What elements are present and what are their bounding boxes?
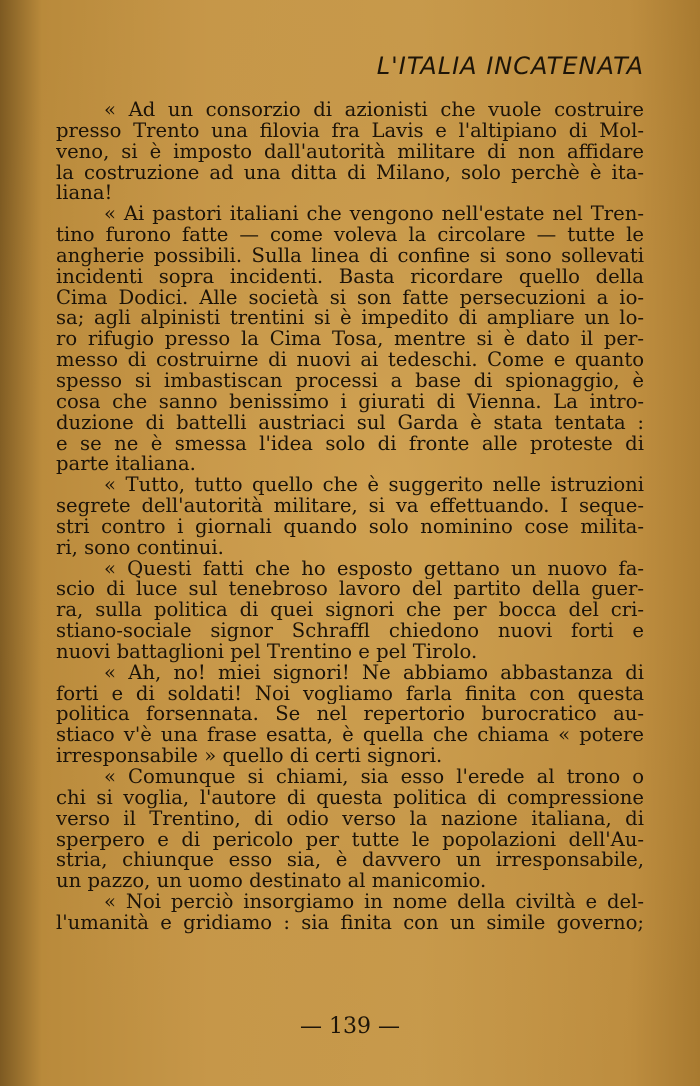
text-line: un pazzo, un uomo destinato al manicomio. xyxy=(56,871,487,893)
text-line: ro rifugio presso la Cima Tosa, mentre si è dato il per- xyxy=(56,329,644,351)
text-line: « Noi perciò insorgiamo in nome della civiltà e del- xyxy=(104,892,644,913)
paragraph xyxy=(56,204,644,475)
text-line: stria, chiunque esso sia, è davvero un irresponsabile, xyxy=(56,850,644,872)
text-line: « Ah, no! miei signori! Ne abbiamo abbastanza di xyxy=(104,662,644,684)
text-line: « Questi fatti che ho esposto gettano un nuovo fa- xyxy=(104,558,644,580)
text-line: stri contro i giornali quando solo nominino cose milita- xyxy=(56,516,644,538)
text-line: duzione di battelli austriaci sul Garda è stata tentata : xyxy=(56,412,644,434)
body-text xyxy=(56,100,644,934)
text-line: tino furono fatte — come voleva la circolare — tutte le xyxy=(56,225,644,246)
text-line: messo di costruirne di nuovi ai tedeschi. Come e quanto xyxy=(56,350,644,371)
text-line: cosa che sanno benissimo i giurati di Vienna. La intro- xyxy=(56,391,644,413)
text-line: veno, si è imposto dall'autorità militare di non affidare xyxy=(56,141,644,163)
text-line: incidenti sopra incidenti. Basta ricordare quello della xyxy=(56,266,644,288)
page-number: — 139 — xyxy=(300,1014,400,1039)
text-line: ra, sulla politica di quei signori che per bocca del cri- xyxy=(56,600,644,622)
text-line: scio di luce sul tenebroso lavoro del partito della guer- xyxy=(56,579,644,601)
text-line: « Tutto, tutto quello che è suggerito nelle istruzioni xyxy=(104,475,644,497)
text-line: « Ad un consorzio di azionisti che vuole costruire xyxy=(104,100,644,121)
text-line: stiano-sociale signor Schraffl chiedono nuovi forti e xyxy=(56,621,644,642)
text-line: stiaco v'è una frase esatta, è quella che chiama « potere xyxy=(56,725,644,747)
paragraph xyxy=(56,100,644,204)
paragraph xyxy=(56,475,644,558)
text-line: angherie possibili. Sulla linea di confine si sono sollevati xyxy=(56,245,644,267)
text-line: sperpero e di pericolo per tutte le popolazioni dell'Au- xyxy=(56,829,644,851)
text-line: irresponsabile » quello di certi signori. xyxy=(56,746,443,767)
paragraph xyxy=(56,767,644,892)
text-line: « Ai pastori italiani che vengono nell'estate nel Tren- xyxy=(104,204,644,226)
text-line: segrete dell'autorità militare, si va effettuando. I seque- xyxy=(56,496,644,517)
text-line: « Comunque si chiami, sia esso l'erede al trono o xyxy=(104,767,644,788)
text-line: chi si voglia, l'autore di questa politica di compressione xyxy=(56,787,644,809)
text-line: forti e di soldati! Noi vogliamo farla finita con questa xyxy=(56,683,644,705)
paragraph xyxy=(56,559,644,663)
text-line: nuovi battaglioni pel Trentino e pel Tirolo. xyxy=(56,641,478,663)
text-line: parte italiana. xyxy=(56,454,196,476)
running-title: L'ITALIA INCATENATA xyxy=(376,52,644,80)
text-line: politica forsennata. Se nel repertorio burocratico au- xyxy=(56,704,644,726)
text-line: presso Trento una filovia fra Lavis e l'altipiano di Mol- xyxy=(56,120,644,142)
paragraph xyxy=(56,663,644,767)
text-line: l'umanità e gridiamo : sia finita con un simile governo; xyxy=(56,912,644,934)
text-line: liana! xyxy=(56,183,113,205)
text-line: Cima Dodici. Alle società si son fatte persecuzioni a io- xyxy=(56,287,644,309)
text-line: la costruzione ad una ditta di Milano, solo perchè è ita- xyxy=(56,162,644,184)
paragraph xyxy=(56,892,644,934)
text-line: sa; agli alpinisti trentini si è impedito di ampliare un lo- xyxy=(56,308,644,330)
text-line: ri, sono continui. xyxy=(56,537,224,559)
text-line: verso il Trentino, di odio verso la nazione italiana, di xyxy=(56,808,644,830)
text-line: e se ne è smessa l'idea solo di fronte alle proteste di xyxy=(56,433,644,455)
text-line: spesso si imbastiscan processi a base di spionaggio, è xyxy=(56,370,644,392)
